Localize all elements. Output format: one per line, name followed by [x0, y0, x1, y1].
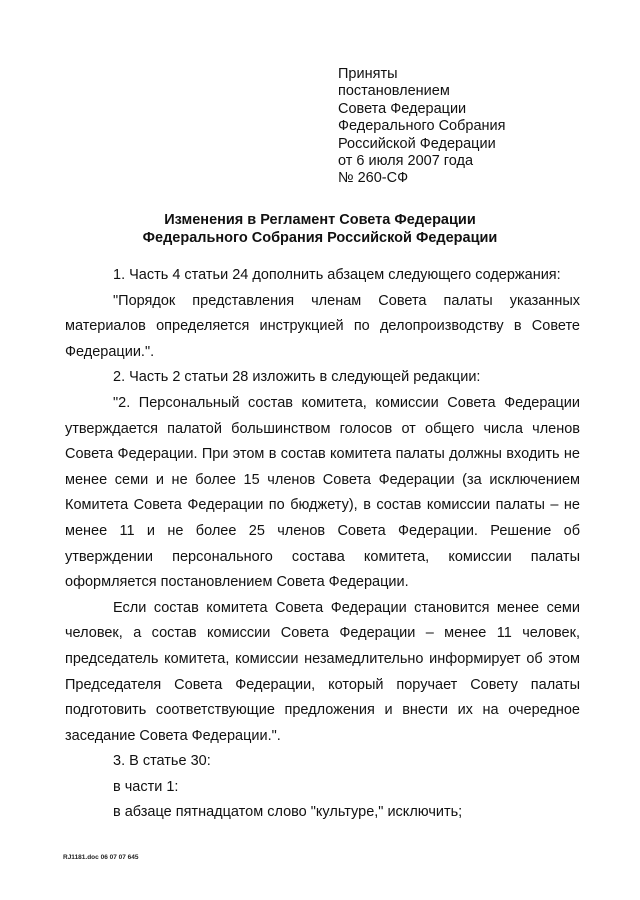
document-title: [60, 211, 580, 247]
paragraph-quote-1: "Порядок представления членам Совета палаты указанных материалов определяется инструкцией по делопроизводству в Совете Федерации.".: [65, 292, 580, 360]
adoption-line: № 260-СФ: [338, 170, 409, 187]
title-line-2: Федерального Собрания Российской Федерации: [142, 230, 498, 246]
adoption-line: постановлением: [338, 83, 450, 100]
paragraph-part-1: в части 1:: [113, 778, 179, 795]
adoption-line: от 6 июля 2007 года: [338, 153, 474, 170]
paragraph-subitem: в абзаце пятнадцатом слово "культуре," исключить;: [113, 804, 463, 821]
file-footer: RJ1181.doc 06 07 07 645: [63, 854, 139, 861]
adoption-line: Приняты: [338, 66, 398, 82]
paragraph-item-3: 3. В статье 30:: [113, 753, 211, 770]
paragraph-quote-2a: "2. Персональный состав комитета, комиссии Совета Федерации утверждается палатой большинством голосов от общего числа членов Совета Федерации. При этом в состав комитета палаты должны входить не менее семи и не более 15 членов Совета Федерации (за исключением Комитета Совета Федерации по бюджету), в состав комиссии палаты – не менее 11 и не более 25 членов Совета Федерации. Решение об утверждении персонального состава комитета, комиссии палаты оформляется постановлением Совета Федерации.: [65, 394, 580, 591]
paragraph-quote-2b: Если состав комитета Совета Федерации становится менее семи человек, а состав комиссии Совета Федерации – менее 11 человек, председатель комитета, комиссии незамедлительно информирует об этом Председателя Совета Федерации, который поручает Совету палаты подготовить соответствующие предложения и внести их на очередное заседание Совета Федерации.".: [65, 599, 580, 744]
adoption-line: Российской Федерации: [338, 135, 496, 152]
paragraph-item-1: 1. Часть 4 статьи 24 дополнить абзацем следующего содержания:: [113, 267, 561, 283]
title-line-1: Изменения в Регламент Совета Федерации: [164, 212, 476, 228]
adoption-note: [338, 66, 578, 188]
paragraph-item-2: 2. Часть 2 статьи 28 изложить в следующей редакции:: [113, 369, 481, 386]
adoption-line: Федерального Собрания: [338, 118, 506, 135]
adoption-line: Совета Федерации: [338, 100, 467, 117]
document-body: [65, 263, 580, 826]
